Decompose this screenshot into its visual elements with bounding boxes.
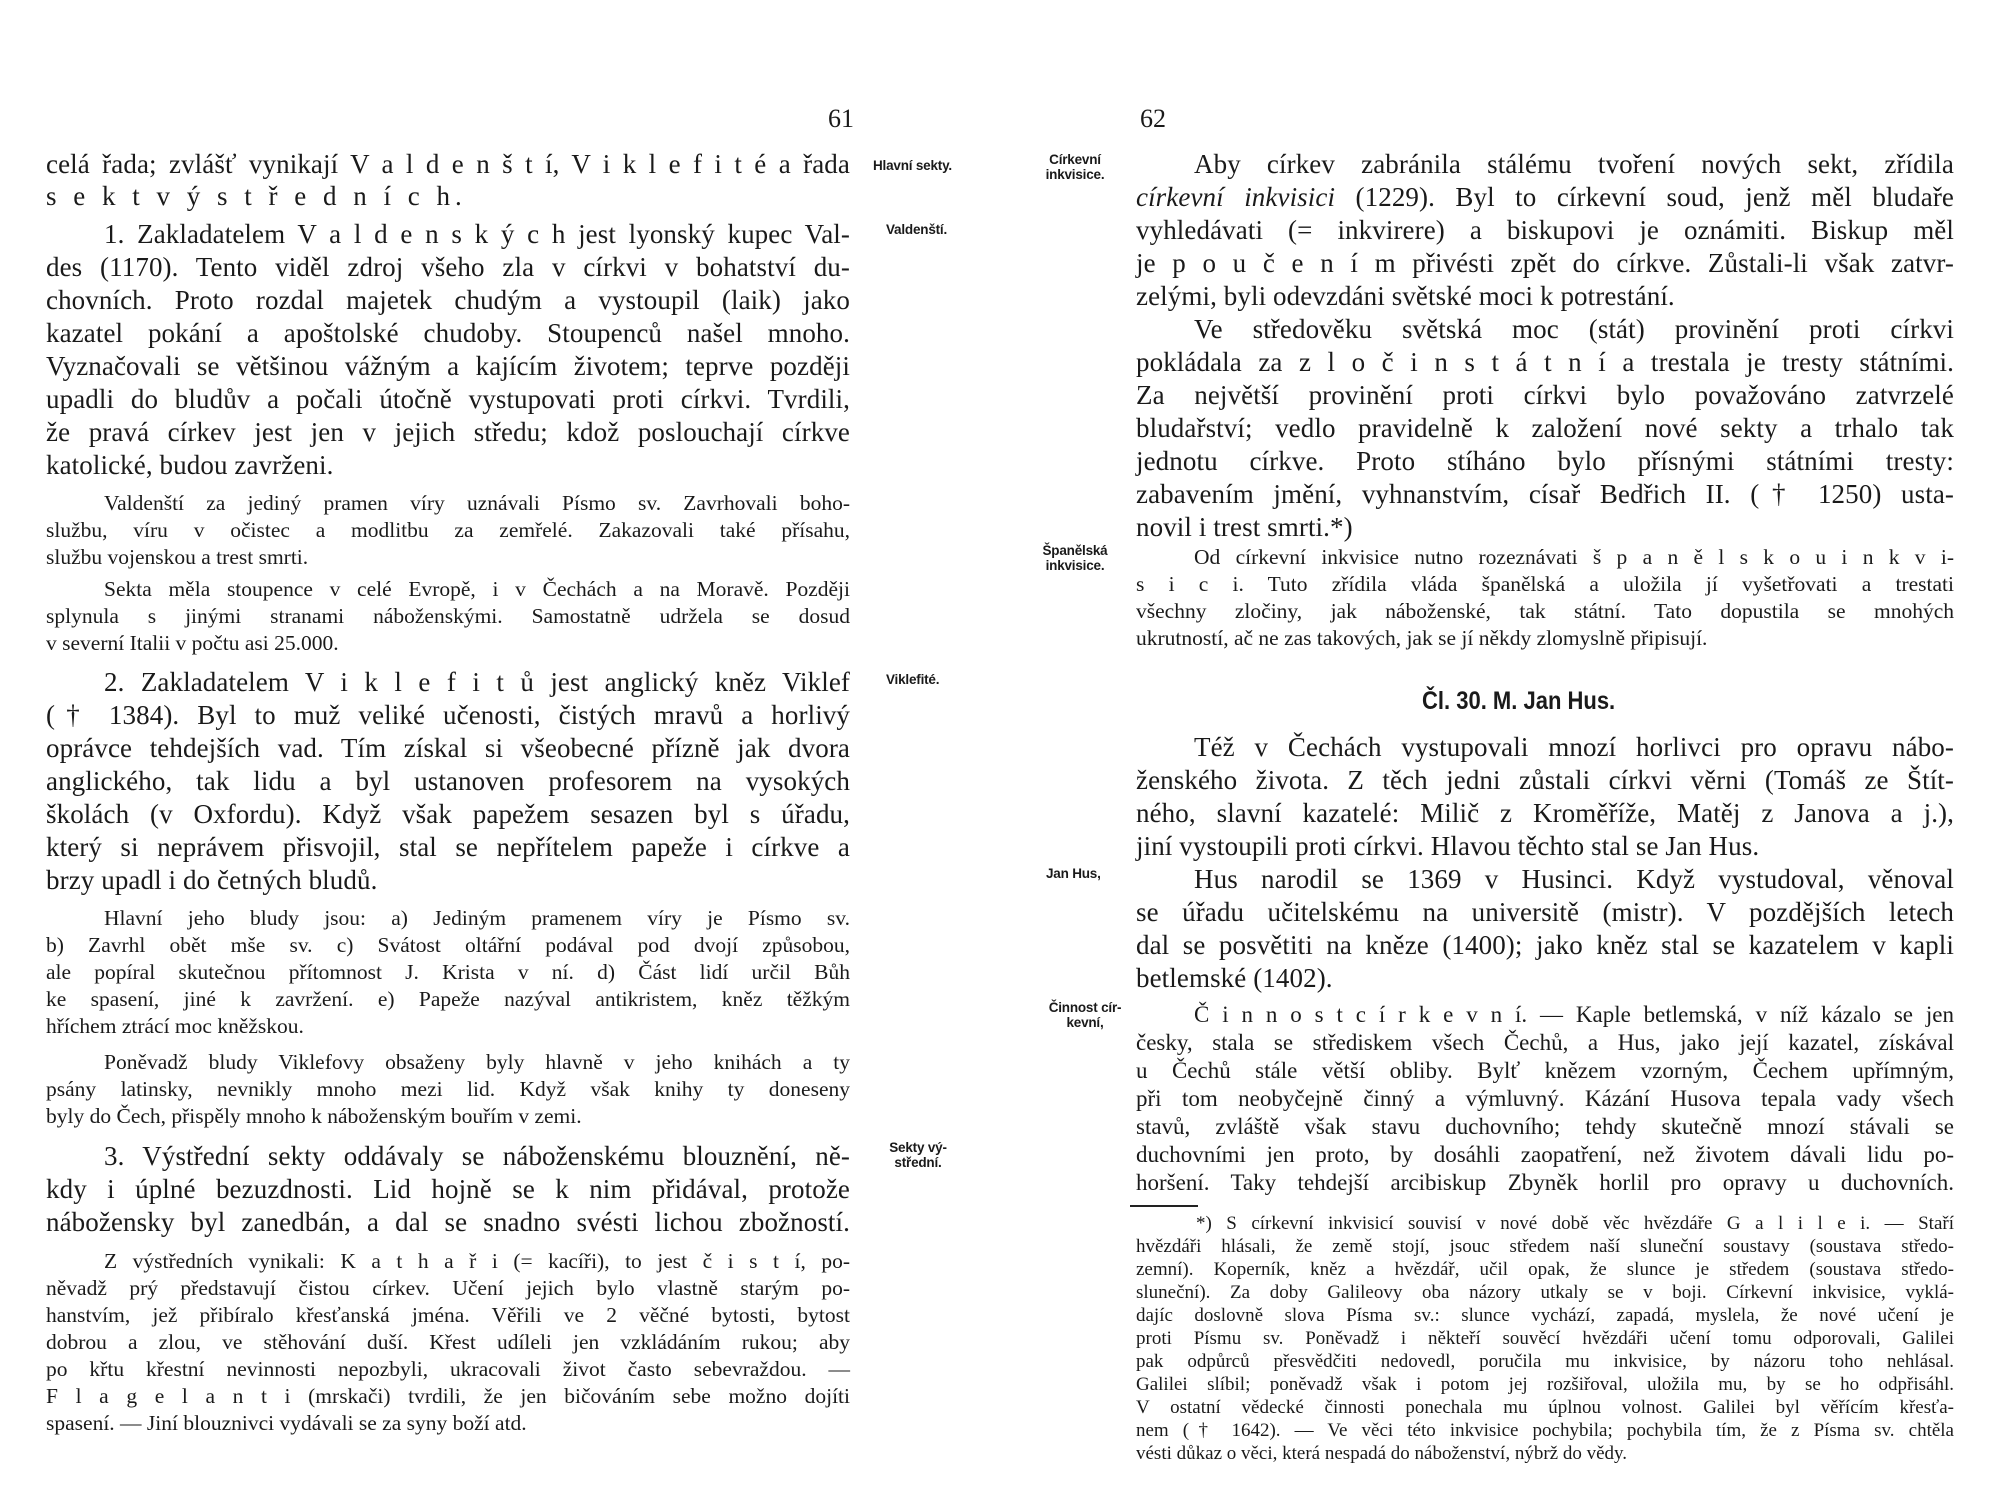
text-line: s e k t v ý s t ř e d n í c h. [46, 181, 467, 211]
text-line: katolické, budou zavrženi. [46, 450, 334, 480]
footnote-line: proti Písmu sv. Poněvadž i někteří souvěcí hvězdáři učení tomu odporovali, Galilei [1136, 1328, 1954, 1349]
text-line: nábožensky byl zanedbán, a dal se snadno svésti lichou zbožností. [46, 1207, 850, 1237]
text-line: 2. Zakladatelem V i k l e f i t ů jest anglický kněz Viklef [104, 667, 850, 697]
margin-note-spanelska-inkvisice [1038, 543, 1112, 573]
footnote-line: nem († 1642). — Ve věci této inkvisice pochybila; pochybila tím, že z Písma sv. chtěla [1136, 1420, 1954, 1441]
small-text-line: Hlavní jeho bludy jsou: a) Jediným pramenem víry je Písmo sv. [104, 906, 850, 930]
text-line: česky, stala se střediskem všech Čechů, a Hus, jako její kazatel, získával [1136, 1030, 1954, 1055]
text-line: Za největší provinění proti církvi bylo považováno zatvrzelé [1136, 380, 1954, 410]
text-line: při tom neobyčejně činný a výmluvný. Kázání Husova tepala vady všech [1136, 1086, 1954, 1111]
text-line: duchovními jen proto, by dosáhli zaopatření, než životem dávali lidu po- [1136, 1142, 1954, 1167]
margin-note-line: Sekty vý- [889, 1140, 947, 1155]
margin-note-hlavni-sekty: Hlavní sekty. [873, 158, 952, 173]
text-line: pokládala za z l o č i n s t á t n í a trestala je tresty státními. [1136, 347, 1954, 377]
footnote-line: vésti důkaz o věci, která nespadá do náboženství, nýbrž do vědy. [1136, 1443, 1628, 1464]
text-line: Č i n n o s t c í r k e v n í. — Kaple betlemská, v níž kázalo se jen [1194, 1002, 1954, 1027]
text-line: chovních. Proto rozdal majetek chudým a vystoupil (laik) jako [46, 285, 850, 315]
margin-note-line: Církevní [1049, 152, 1101, 167]
text-line: že pravá církev jest jen v jejich středu; kdož poslouchají církve [46, 417, 850, 447]
text-line: betlemské (1402). [1136, 963, 1333, 993]
small-text-line: něvadž prý představují čistou církev. Učení jejich bylo vlastně starým po- [46, 1276, 850, 1300]
text-line: je p o u č e n í m přivésti zpět do církve. Zůstali-li však zatvr- [1136, 248, 1954, 278]
footnote-line: hvězdáři hlásali, že země stojí, jsouc středem naší sluneční soustavy (soustava středo- [1136, 1236, 1954, 1257]
small-text-line: ke spasení, jiné k zavržení. e) Papeže nazýval antikristem, kněz těžkým [46, 987, 850, 1011]
text-line: brzy upadl i do četných bludů. [46, 865, 378, 895]
text-line: kazatel pokání a apoštolské chudoby. Stoupenců našel mnoho. [46, 318, 850, 348]
text-line: ženského života. Z těch jedni zůstali církvi věrni (Tomáš ze Štít- [1136, 765, 1954, 795]
margin-note-line: inkvisice. [1045, 167, 1105, 182]
text-line: celá řada; zvlášť vynikají V a l d e n š t í, V i k l e f i t é a řada [46, 149, 850, 179]
text-line: († 1384). Byl to muž veliké učenosti, čistých mravů a horlivý [46, 700, 850, 730]
text-line: se úřadu učitelskému na universitě (mistr). V pozdějších letech [1136, 897, 1954, 927]
small-text-line: v severní Italii v počtu asi 25.000. [46, 631, 339, 655]
text-line: anglického, tak lidu a byl ustanoven profesorem na vysokých [46, 766, 850, 796]
small-text-line: ale popíral skutečnou přítomnost J. Krista v ní. d) Část lidí určil Bůh [46, 960, 850, 984]
margin-note-line: Činnost cír- [1048, 1000, 1122, 1015]
small-text-line: hanstvím, jež přibíralo křesťanská jména. Věřili ve 2 věčné bytosti, bytost [46, 1303, 850, 1327]
margin-note-cinnost-cirkevni [1040, 1000, 1130, 1030]
margin-note-cirkevni-inkvisice [1038, 152, 1112, 182]
small-text-line: s i c i. Tuto zřídila vláda španělská a uložila jí vyšetřovati a trestati [1136, 572, 1954, 596]
page-number: 62 [1140, 104, 1166, 133]
text-line: zabavením jmění, vyhnanstvím, císař Bedřich II. († 1250) usta- [1136, 479, 1954, 509]
small-text-line: službu, víru v očistec a modlitbu za zemřelé. Zakazovali také přísahu, [46, 518, 850, 542]
small-text-line: po křtu křestní nevinnosti nepozbyli, ukracovali život často sebevraždou. — [46, 1357, 850, 1381]
text-line: školách (v Oxfordu). Když však papežem sesazen byl s úřadu, [46, 799, 850, 829]
footnote-line: pak odpůrců přesvědčiti nedovedl, poručila mu inkvisice, by názoru toho nehlásal. [1136, 1351, 1954, 1372]
page-number: 61 [828, 104, 854, 133]
small-text-line: F l a g e l a n t i (mrskači) tvrdili, že jen bičováním sebe možno dojíti [46, 1384, 850, 1408]
margin-note-jan-hus: Jan Hus, [1046, 866, 1101, 881]
italic-term: církevní inkvisici [1136, 182, 1336, 212]
text-line: ného, slavní kazatelé: Milič z Kroměříže, Matěj z Janova a j.), [1136, 798, 1954, 828]
text-line: 3. Výstřední sekty oddávaly se náboženskému blouznění, ně- [104, 1141, 850, 1171]
text-line: Aby církev zabránila stálému tvoření nových sekt, zřídila [1194, 149, 1954, 179]
text-line: des (1170). Tento viděl zdroj všeho zla v církvi v bohatství du- [46, 252, 850, 282]
text-line: zelými, byli odevzdáni světské moci k potrestání. [1136, 281, 1675, 311]
margin-note-line: inkvisice. [1045, 558, 1105, 573]
small-text-line: splynula s jinými stranami náboženskými. Samostatně udržela se dosud [46, 604, 850, 628]
footnote-line: zemní). Koperník, kněz a hvězdář, učil opak, že slunce je středem (soustava středo- [1136, 1259, 1954, 1280]
text-line: oprávce tehdejších vad. Tím získal si všeobecné přízně jak dvora [46, 733, 850, 763]
section-heading: Čl. 30. M. Jan Hus. [1422, 687, 1616, 715]
text-line: Ve středověku světská moc (stát) provinění proti církvi [1194, 314, 1954, 344]
margin-note-line: Španělská [1042, 543, 1108, 558]
text-line: který si neprávem přisvojil, stal se nepřítelem papeže i církve a [46, 832, 850, 862]
text-line: stavů, zvláště však stavu duchovního; tehdy skutečně mnozí stávali se [1136, 1114, 1954, 1139]
margin-note-sekty-vystredni [880, 1140, 956, 1170]
small-text-line: ukrutností, ač ne zas takových, jak se jí někdy zlomyslně připisují. [1136, 626, 1708, 650]
small-text-line: b) Zavrhl obět mše sv. c) Svátost oltářní podával pod dvojí způsobou, [46, 933, 850, 957]
text-line: dal se posvětiti na kněze (1400); jako kněz stal se kazatelem v kapli [1136, 930, 1954, 960]
text-line: 1. Zakladatelem V a l d e n s k ý c h jest lyonský kupec Val- [104, 219, 850, 249]
margin-note-valdensti: Valdenští. [886, 222, 948, 237]
small-text-line: všechny zločiny, jak náboženské, tak státní. Tato dopustila se mnohých [1136, 599, 1954, 623]
margin-note-line: kevní, [1066, 1015, 1104, 1030]
text-line: upadli do bludův a počali útočně vystupovati proti církvi. Tvrdili, [46, 384, 850, 414]
text-line: vyhledávati (= inkvirere) a biskupovi je oznámiti. Biskup měl [1136, 215, 1954, 245]
text-line: Též v Čechách vystupovali mnozí horlivci pro opravu nábo- [1194, 732, 1954, 762]
small-text-line: Valdenští za jediný pramen víry uznávali Písmo sv. Zavrhovali boho- [104, 491, 850, 515]
footnote-line: V ostatní vědecké činnosti ponechala mu úplnou volnost. Galilei byl věřícím křesťa- [1136, 1397, 1954, 1418]
page-62 [996, 0, 1992, 1500]
text-line: horšení. Taky tehdejší arcibiskup Zbyněk horlil pro opravy u duchovních. [1136, 1170, 1954, 1195]
small-text-line: službu vojenskou a trest smrti. [46, 545, 309, 569]
text-line: jiní vystoupili proti církvi. Hlavou těchto stal se Jan Hus. [1136, 831, 1760, 861]
text-line: kdy i úplné bezuzdnosti. Lid hojně se k nim přidával, protože [46, 1174, 850, 1204]
text-line: jednotu církve. Proto stíháno bylo přísnými státními tresty: [1136, 446, 1954, 476]
small-text-line: hříchem ztrácí moc kněžskou. [46, 1014, 304, 1038]
footnote-line: sluneční). Za doby Galileovy oba názory utkaly se v boji. Církevní inkvisice, vyklá- [1136, 1282, 1954, 1303]
text-line: u Čechů stále větší obliby. Bylť knězem vzorným, Čechem upřímným, [1136, 1058, 1954, 1083]
small-text-line: spasení. — Jiní blouznivci vydávali se za syny boží atd. [46, 1411, 527, 1435]
small-text-line: Z výstředních vynikali: K a t h a ř i (= kacíři), to jest č i s t í, po- [104, 1249, 850, 1273]
small-text-line: psány latinsky, nevnikly mnoho mezi lid. Když však knihy ty doneseny [46, 1077, 850, 1101]
small-text-line: dobrou a zlou, ve stěhování duší. Křest udíleli jen vzkládáním rukou; aby [46, 1330, 850, 1354]
small-text-line: Sekta měla stoupence v celé Evropě, i v Čechách a na Moravě. Později [104, 577, 850, 601]
margin-note-viklefite: Viklefité. [886, 672, 940, 687]
footnote-line: *) S církevní inkvisicí souvisí v nové době věc hvězdáře G a l i l e i. — Staří [1196, 1213, 1954, 1234]
margin-note-line: střední. [894, 1155, 942, 1170]
text-line: bludařství; vedlo pravidelně k založení nové sekty a trhalo tak [1136, 413, 1954, 443]
text-line: Vyznačovali se většinou vážným a kajícím životem; teprve později [46, 351, 850, 381]
footnote-rule [1130, 1205, 1198, 1207]
small-text-line: Poněvadž bludy Viklefovy obsaženy byly hlavně v jeho knihách a ty [104, 1050, 850, 1074]
small-text-line: Od církevní inkvisice nutno rozeznávati š p a n ě l s k o u i n k v i- [1194, 545, 1954, 569]
small-text-line: byly do Čech, přispěly mnoho k náboženským bouřím v zemi. [46, 1104, 582, 1128]
footnote-line: dajíc doslovně slova Písma sv.: slunce vychází, zapadá, myslela, že nové učení je [1136, 1305, 1954, 1326]
footnote-line: Galilei slíbil; poněvadž však i potom jej rozšiřoval, uložila mu, by se ho odpřisáhl. [1136, 1374, 1954, 1395]
text-line: církevní inkvisici (1229). Byl to církevní soud, jenž měl bludaře [1136, 182, 1954, 212]
text-line: novil i trest smrti.*) [1136, 512, 1353, 542]
text-line: Hus narodil se 1369 v Husinci. Když vystudoval, věnoval [1194, 864, 1954, 894]
